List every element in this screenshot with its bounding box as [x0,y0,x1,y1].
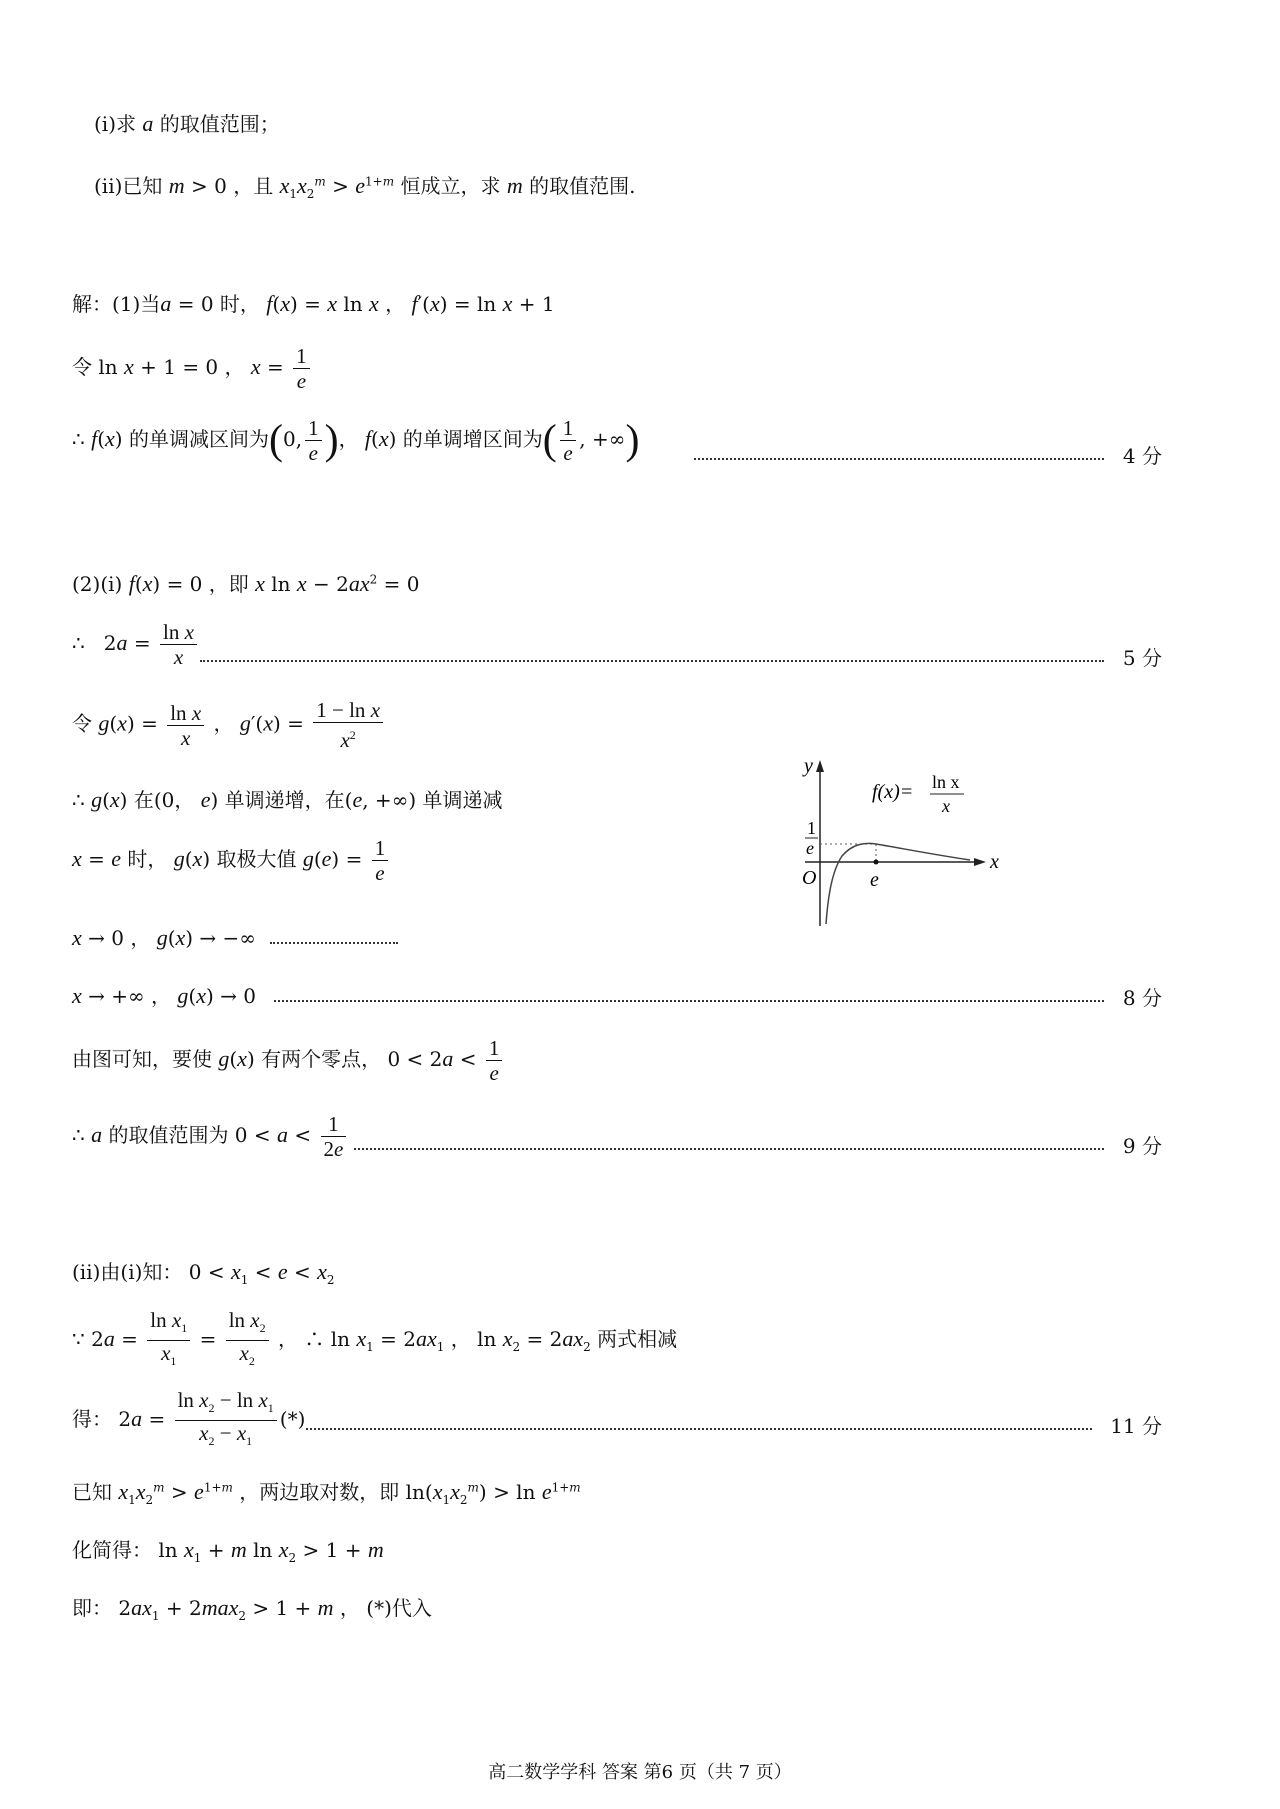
x-axis-label: x [990,851,999,873]
dot-leader [200,660,1104,662]
score-label: 4 分 [1122,444,1162,468]
problem-part-ii: (ii)已知 m > 0 ，且 $x_1x_2^m > e^{1+m}$ 恒成立，求 m 的取值范围. [94,173,636,201]
solution-part2-line8: 由图可知，要使 g(x) 有两个零点， 0 < 2a < $\frac{1}{e}$ [72,1036,505,1085]
solution-part1-line2: 令 ln x + 1 = 0 ， x = $\frac{1}{e}$ [72,344,313,393]
page-footer: 高二数学学科 答案 第6 页（共 7 页） [488,1762,792,1783]
solution-part2-line9: ∴ a 的取值范围为 0 < a < $\frac{1}{2e}$ [72,1112,349,1161]
solution-part3-line5: 化简得： $\ln x_1 + m$ $\ln x_2 > 1 + m$ [72,1537,384,1565]
score-label: 5 分 [1122,646,1162,670]
solution-part2-line1: (2)(i) f(x) = 0 ，即 x $\ln x - 2ax^2 = 0$ [72,571,420,596]
y-axis-label: y [804,755,813,777]
peak-x-label: e [870,869,879,891]
solution-part1-line3: ∴ f(x) 的单调减区间为(0, $\frac{1}{e}$ )， f(x) 的单调增区间为( $\frac{1}{e}$ , +∞) [72,416,640,465]
solution-part2-line6: x → 0 ， g(x) → −∞ [72,925,256,950]
solution-part2-line3: 令 g(x) = $\frac{\text{ln x}}{x}$ ， g′(x) = $\frac{\text{1 − ln x}}{x^2}$ [72,698,386,752]
solution-part3-line4: 已知 $x_1x_2^m > e^{1+m}$ ，两边取对数，即 $\ln(x_1x_2^m) > \ln e^{1+m}$ [72,1479,581,1507]
peak-y-denominator: e [806,838,814,858]
solution-part2-line7: x → +∞ ， g(x) → 0 [72,983,256,1008]
fraction-1-over-e: $\frac{1}{e}$ [293,344,310,393]
dot-leader [270,942,398,944]
y-axis-arrow-icon [816,760,824,772]
function-graph [780,746,1020,936]
solution-part2-line2: ∴ 2a = $\frac{\text{ln x}}{x}$ [72,620,200,669]
solution-part3-line1: (ii)由(i)知： $0 < x_1 < e < x_2$ [72,1259,335,1287]
peak-point [874,860,879,865]
function-curve [826,843,970,924]
origin-label: O [802,867,817,889]
peak-y-numerator: 1 [807,818,816,838]
x-axis-arrow-icon [974,858,986,866]
score-label: 9 分 [1122,1134,1162,1158]
score-label: 11 分 [1110,1414,1162,1438]
solution-part2-line4: ∴ g(x) 在(0， e) 单调递增，在(e, +∞) 单调递减 [72,787,503,812]
problem-part-i: (i)求 a 的取值范围； [94,111,280,136]
dot-leader [694,458,1104,460]
solution-part3-line6: 即： $2ax_1 + 2\max_2 > 1 + m$ ， (*)代入 [72,1595,432,1623]
solution-part2-line5: x = e 时， g(x) 取极大值 g(e) = $\frac{1}{e}$ [72,836,391,885]
dot-leader [274,1000,1104,1002]
score-label: 8 分 [1122,986,1162,1010]
solution-part3-line3: 得： 2a = $\frac{\ln x_2 - \ln x_1}{x_2 - x_1}$ (*) [72,1388,306,1449]
solution-part3-line2: ∵ 2a = $\frac{\ln x_1}{x_1}$ = $\frac{\ln x_2}{x_2}$ ， ∴ $\ln x_1 = 2ax_1$ ， $\ln x_2 = 2ax_2$ 两式相减 [72,1308,678,1369]
function-label-denominator: x [942,796,950,816]
dot-leader [306,1428,1092,1430]
function-label-lhs: f(x)= [872,781,914,803]
dot-leader [354,1148,1104,1150]
solution-part1-line1: 解：(1)当a = 0 时， f(x) = x ln x ， f′(x) = ln x + 1 [72,291,555,316]
function-label-numerator: ln x [932,772,960,792]
